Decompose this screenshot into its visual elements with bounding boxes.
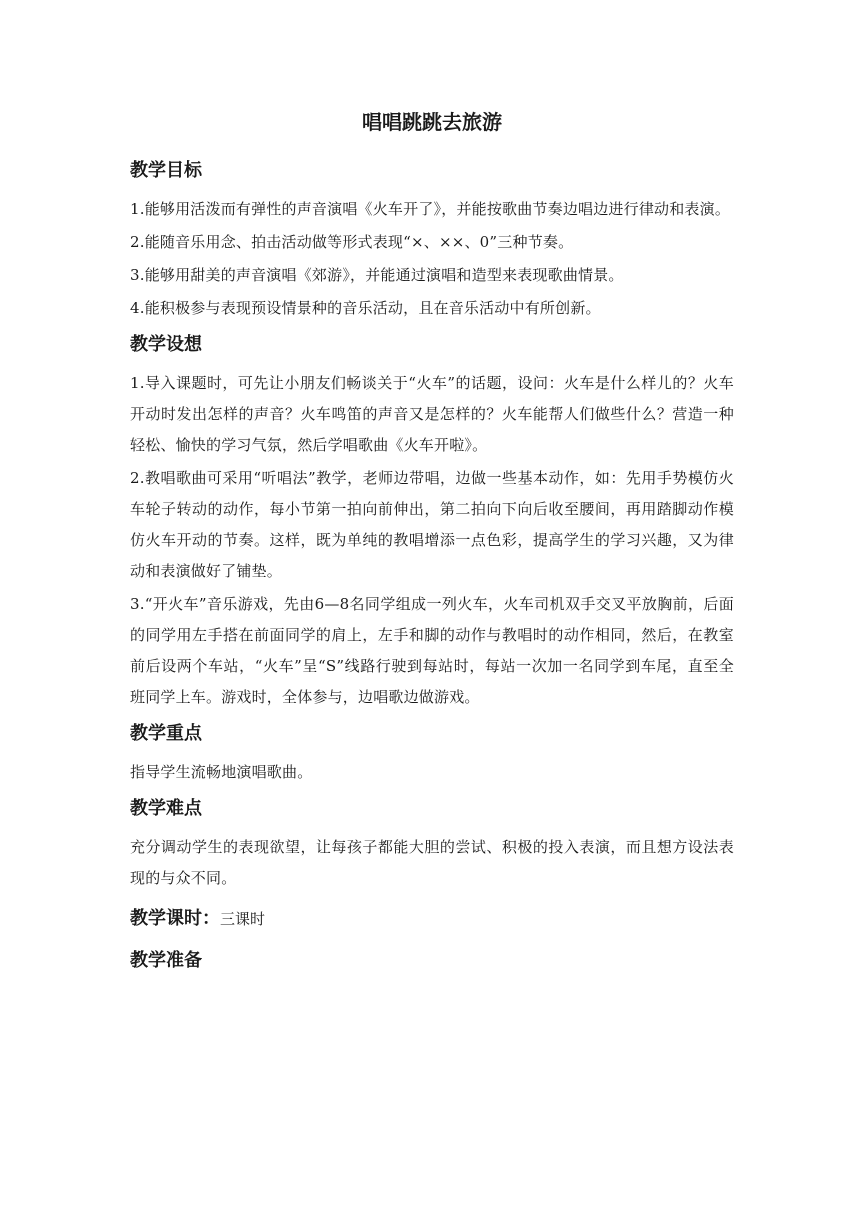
duration-section bbox=[130, 904, 734, 930]
goal-item: 1.能够用活泼而有弹性的声音演唱《火车开了》，并能按歌曲节奏边唱边进行律动和表演。 bbox=[130, 200, 731, 218]
goals-heading: 教学目标 bbox=[130, 160, 202, 181]
duration-label: 教学课时： bbox=[130, 908, 220, 929]
preparation-heading: 教学准备 bbox=[130, 950, 202, 971]
difficulties-text: 充分调动学生的表现欲望，让每孩子都能大胆的尝试、积极的投入表演，而且想方设法表现的与众不同。 bbox=[130, 838, 734, 887]
key-points-section bbox=[130, 721, 734, 788]
goals-section bbox=[130, 158, 734, 324]
preparation-section bbox=[130, 948, 734, 974]
design-item: 2.教唱歌曲可采用“听唱法”教学，老师边带唱，边做一些基本动作，如：先用手势模仿火车轮子转动的动作，每小节第一拍向前伸出，第二拍向下向后收至腰间，再用踏脚动作模仿火车开动的节奏。这样，既为单纯的教唱增添一点色彩，提高学生的学习兴趣，又为律动和表演做好了铺垫。 bbox=[130, 469, 734, 580]
difficulties-section bbox=[130, 796, 734, 894]
design-heading: 教学设想 bbox=[130, 334, 202, 355]
design-item: 1.导入课题时，可先让小朋友们畅谈关于“火车”的话题，设问：火车是什么样儿的？火车开动时发出怎样的声音？火车鸣笛的声音又是怎样的？火车能帮人们做些什么？营造一种轻松、愉快的学习气氛，然后学唱歌曲《火车开啦》。 bbox=[130, 374, 734, 454]
document-page bbox=[130, 108, 734, 984]
document-title: 唱唱跳跳去旅游 bbox=[362, 110, 502, 134]
design-item: 3.“开火车”音乐游戏，先由6—8名同学组成一列火车，火车司机双手交叉平放胸前，后面的同学用左手搭在前面同学的肩上，左手和脚的动作与教唱时的动作相同，然后，在教室前后设两个车站，“火车”呈“S”线路行驶到每站时，每站一次加一名同学到车尾，直至全班同学上车。游戏时，全体参与，边唱歌边做游戏。 bbox=[130, 595, 734, 706]
key-points-text: 指导学生流畅地演唱歌曲。 bbox=[130, 763, 313, 781]
duration-value: 三课时 bbox=[220, 910, 266, 928]
goal-item: 4.能积极参与表现预设情景种的音乐活动，且在音乐活动中有所创新。 bbox=[130, 299, 601, 317]
design-section bbox=[130, 332, 734, 713]
difficulties-heading: 教学难点 bbox=[130, 798, 202, 819]
goal-item: 2.能随音乐用念、拍击活动做等形式表现“×、××、0”三种节奏。 bbox=[130, 233, 574, 251]
goal-item: 3.能够用甜美的声音演唱《郊游》，并能通过演唱和造型来表现歌曲情景。 bbox=[130, 266, 624, 284]
key-points-heading: 教学重点 bbox=[130, 723, 202, 744]
